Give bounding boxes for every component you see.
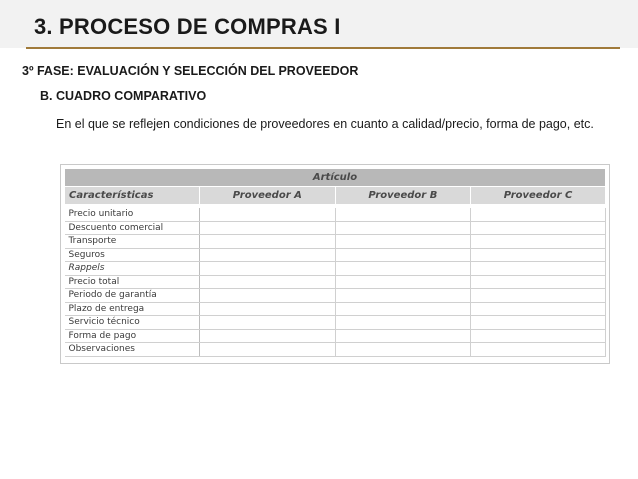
supplier-cell [200, 302, 336, 316]
supplier-cell [200, 208, 336, 221]
supplier-cell [471, 329, 606, 343]
row-label: Transporte [65, 235, 200, 249]
supplier-cell [335, 316, 470, 330]
supplier-cell [335, 221, 470, 235]
table-row [65, 329, 606, 343]
supplier-cell [471, 262, 606, 276]
table-row [65, 343, 606, 357]
supplier-cell [471, 235, 606, 249]
row-label: Observaciones [65, 343, 200, 357]
supplier-cell [200, 343, 336, 357]
table-body [65, 205, 606, 357]
comparison-table [64, 168, 606, 357]
phase-heading: 3º FASE: EVALUACIÓN Y SELECCIÓN DEL PROVEEDOR [22, 64, 359, 78]
supplier-cell [335, 302, 470, 316]
row-label: Servicio técnico [65, 316, 200, 330]
supplier-cell [471, 275, 606, 289]
column-header-supplier-b: Proveedor B [335, 187, 470, 205]
supplier-cell [335, 275, 470, 289]
slide-title: 3. PROCESO DE COMPRAS I [34, 14, 341, 39]
table-row [65, 248, 606, 262]
column-header-supplier-a: Proveedor A [200, 187, 336, 205]
supplier-cell [200, 289, 336, 303]
column-header-supplier-c: Proveedor C [471, 187, 606, 205]
table-row [65, 221, 606, 235]
supplier-cell [335, 262, 470, 276]
table-row [65, 235, 606, 249]
table-row [65, 289, 606, 303]
section-heading: B. CUADRO COMPARATIVO [40, 89, 207, 103]
row-label: Forma de pago [65, 329, 200, 343]
supplier-cell [471, 289, 606, 303]
supplier-cell [200, 248, 336, 262]
supplier-cell [200, 235, 336, 249]
supplier-cell [471, 316, 606, 330]
table-row [65, 302, 606, 316]
title-underline [26, 47, 620, 49]
supplier-cell [200, 329, 336, 343]
supplier-cell [471, 208, 606, 221]
table-row [65, 262, 606, 276]
supplier-cell [335, 329, 470, 343]
supplier-cell [471, 302, 606, 316]
supplier-cell [335, 248, 470, 262]
supplier-cell [471, 248, 606, 262]
table-row [65, 275, 606, 289]
supplier-cell [335, 235, 470, 249]
supplier-cell [200, 262, 336, 276]
row-label: Seguros [65, 248, 200, 262]
row-label: Plazo de entrega [65, 302, 200, 316]
row-label: Precio total [65, 275, 200, 289]
supplier-cell [335, 289, 470, 303]
supplier-cell [335, 343, 470, 357]
supplier-cell [471, 343, 606, 357]
table-row [65, 208, 606, 221]
column-header-characteristics: Características [65, 187, 200, 205]
row-label: Descuento comercial [65, 221, 200, 235]
supplier-cell [200, 221, 336, 235]
comparison-table-frame [60, 164, 610, 364]
row-label: Periodo de garantía [65, 289, 200, 303]
description-text: En el que se reflejen condiciones de proveedores en cuanto a calidad/precio, forma de pago, etc. [56, 117, 594, 131]
row-label: Rappels [65, 262, 200, 276]
supplier-cell [335, 208, 470, 221]
supplier-cell [471, 221, 606, 235]
row-label: Precio unitario [65, 208, 200, 221]
supplier-cell [200, 316, 336, 330]
supplier-cell [200, 275, 336, 289]
table-row [65, 316, 606, 330]
group-header-article: Artículo [65, 169, 606, 187]
